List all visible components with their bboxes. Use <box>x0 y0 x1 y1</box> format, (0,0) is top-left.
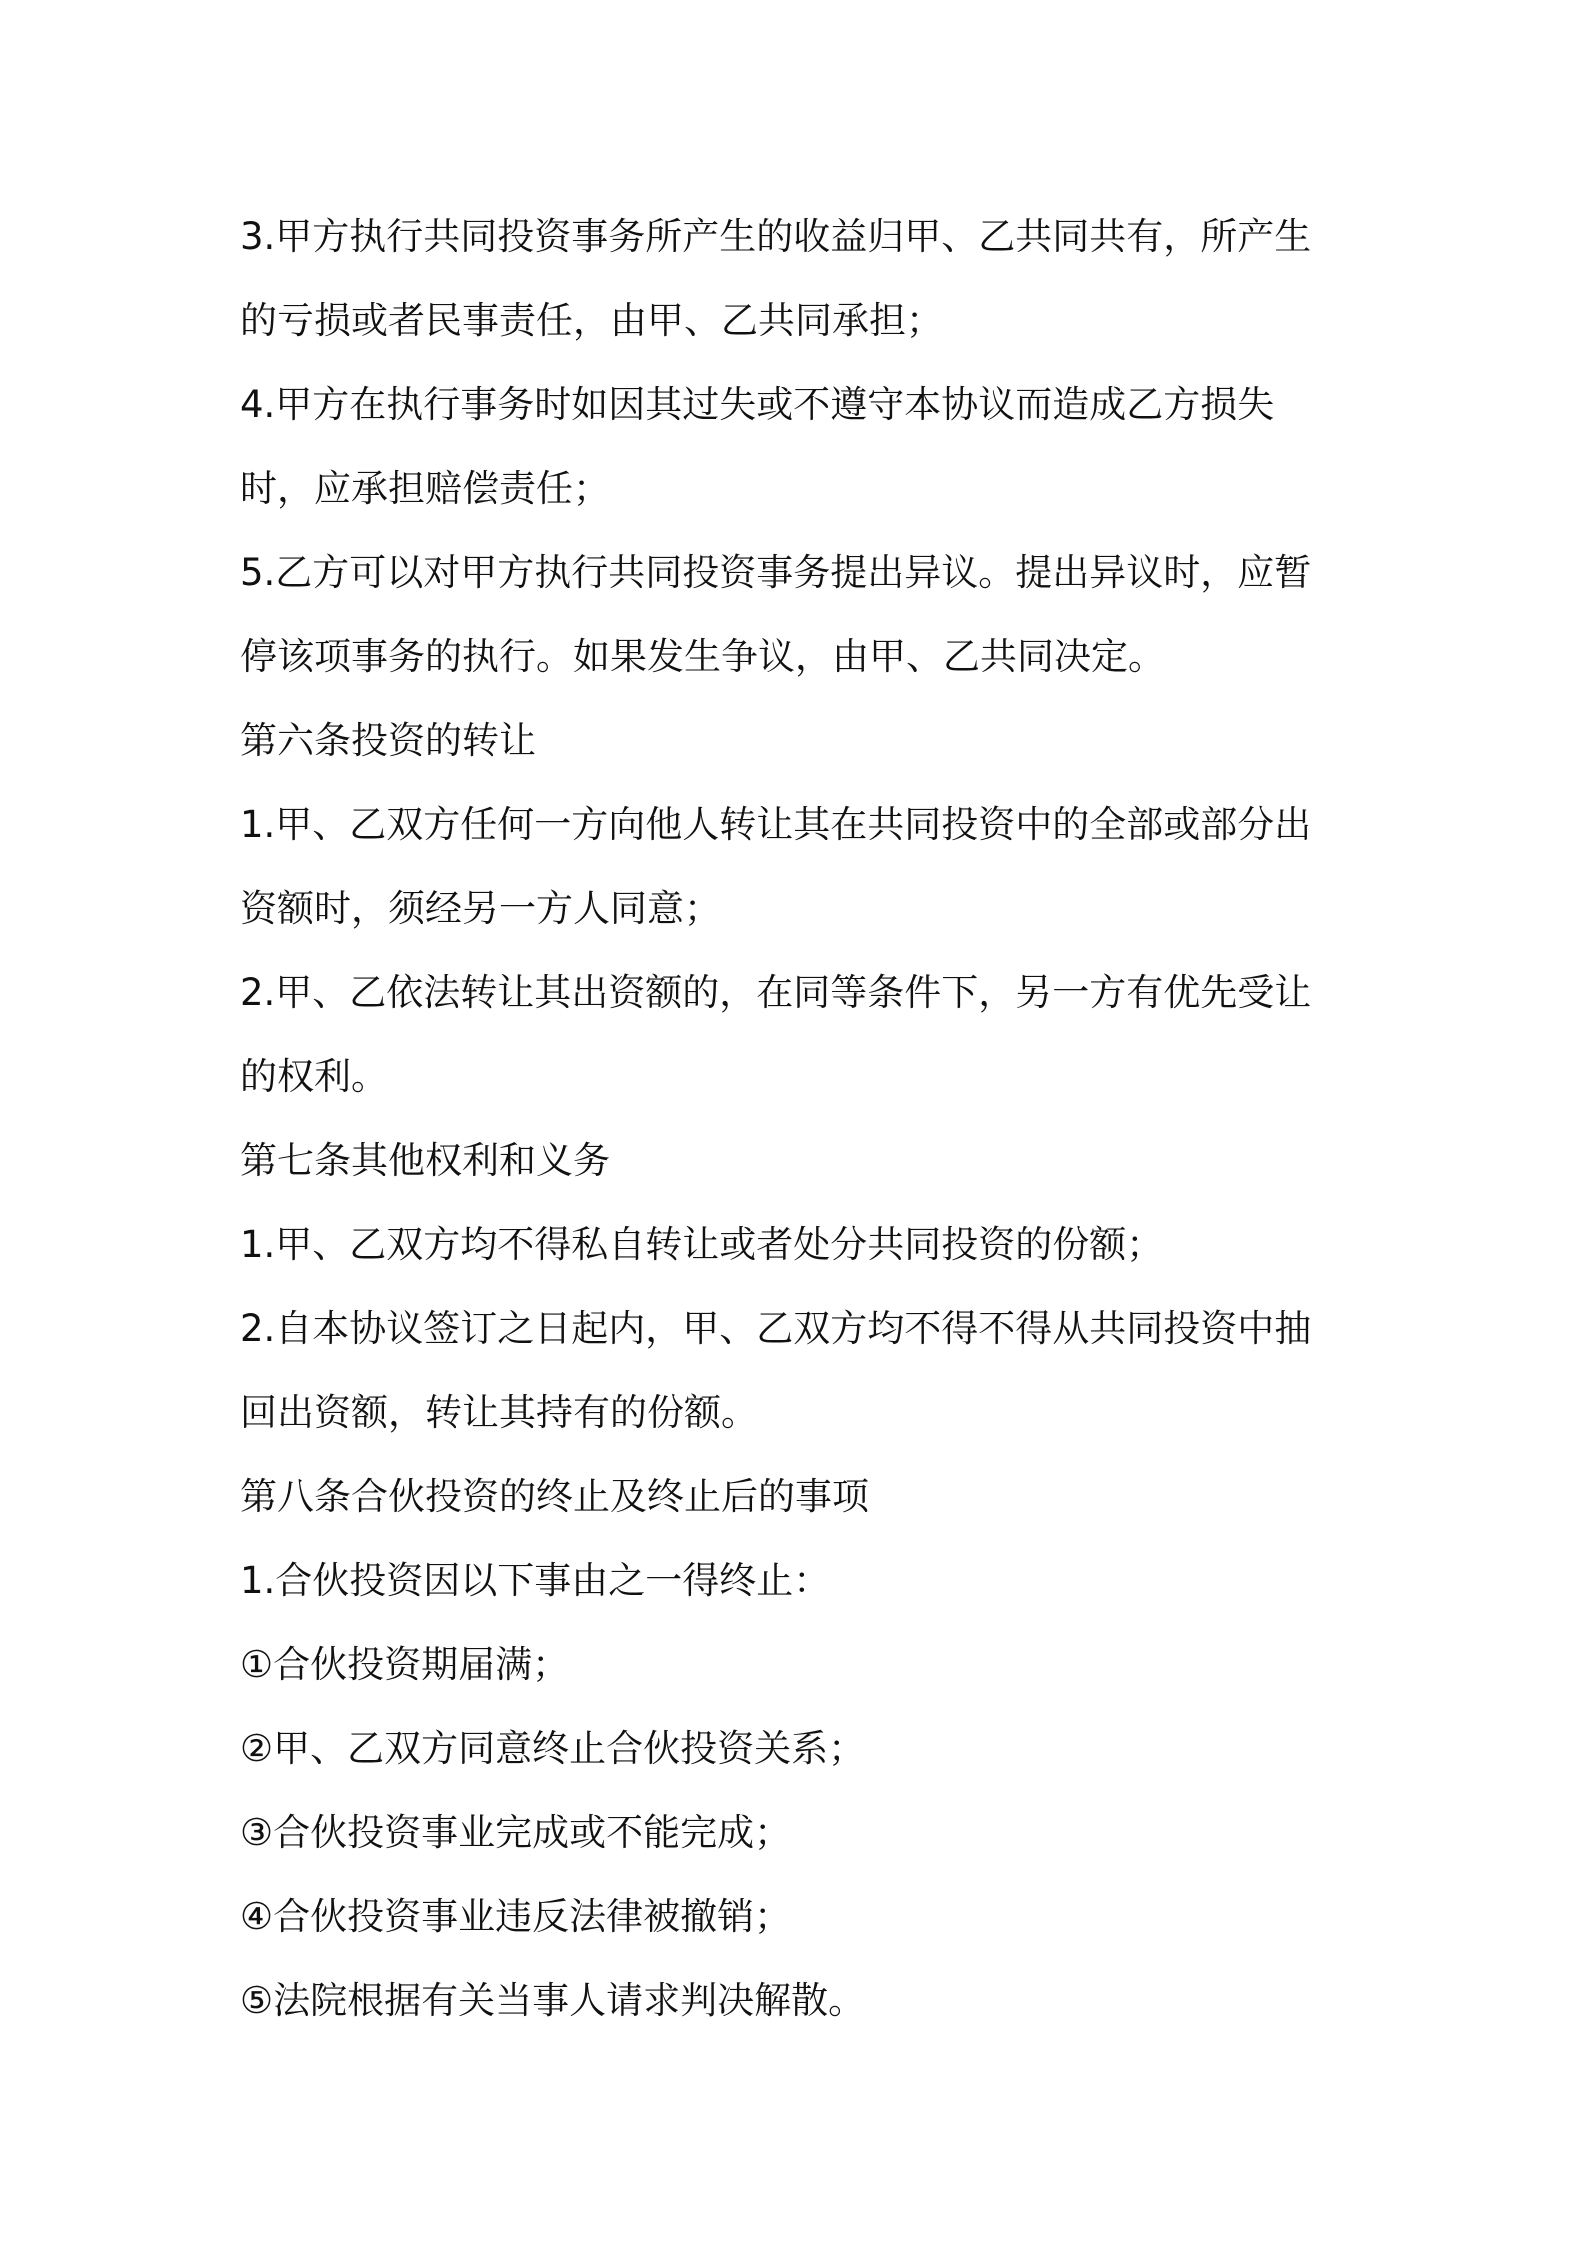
clause-5-item-3-line-1: 3.甲方执行共同投资事务所产生的收益归甲、乙共同共有，所产生 <box>240 215 1312 258</box>
document-body <box>240 195 1360 2043</box>
article-7-item-1: 1.甲、乙双方均不得私自转让或者处分共同投资的份额； <box>240 1223 1164 1266</box>
article-6-item-1-line-2: 资额时，须经另一方人同意； <box>240 887 721 930</box>
article-7-heading: 第七条其他权利和义务 <box>240 1139 610 1182</box>
article-6-item-2-line-2: 的权利。 <box>240 1055 388 1098</box>
article-7-item-2-line-1: 2.自本协议签订之日起内，甲、乙双方均不得不得从共同投资中抽 <box>240 1307 1312 1350</box>
clause-5-item-5-line-1: 5.乙方可以对甲方执行共同投资事务提出异议。提出异议时，应暂 <box>240 551 1312 594</box>
article-8-subitem-5: ⑤法院根据有关当事人请求判决解散。 <box>240 1979 866 2022</box>
article-8-subitem-1: ①合伙投资期届满； <box>240 1643 570 1686</box>
article-6-item-1-line-1: 1.甲、乙双方任何一方向他人转让其在共同投资中的全部或部分出 <box>240 803 1312 846</box>
clause-5-item-3-line-2: 的亏损或者民事责任，由甲、乙共同承担； <box>240 299 943 342</box>
article-8-subitem-3: ③合伙投资事业完成或不能完成； <box>240 1811 792 1854</box>
article-8-heading: 第八条合伙投资的终止及终止后的事项 <box>240 1475 869 1518</box>
clause-5-item-4-line-2: 时，应承担赔偿责任； <box>240 467 610 510</box>
article-6-item-2-line-1: 2.甲、乙依法转让其出资额的，在同等条件下，另一方有优先受让 <box>240 971 1312 1014</box>
article-6-heading: 第六条投资的转让 <box>240 719 536 762</box>
article-8-item-1: 1.合伙投资因以下事由之一得终止： <box>240 1559 831 1602</box>
clause-5-item-5-line-2: 停该项事务的执行。如果发生争议，由甲、乙共同决定。 <box>240 635 1165 678</box>
article-7-item-2-line-2: 回出资额，转让其持有的份额。 <box>240 1391 758 1434</box>
article-8-subitem-4: ④合伙投资事业违反法律被撤销； <box>240 1895 792 1938</box>
article-8-subitem-2: ②甲、乙双方同意终止合伙投资关系； <box>240 1727 866 1770</box>
clause-5-item-4-line-1: 4.甲方在执行事务时如因其过失或不遵守本协议而造成乙方损失 <box>240 383 1275 426</box>
